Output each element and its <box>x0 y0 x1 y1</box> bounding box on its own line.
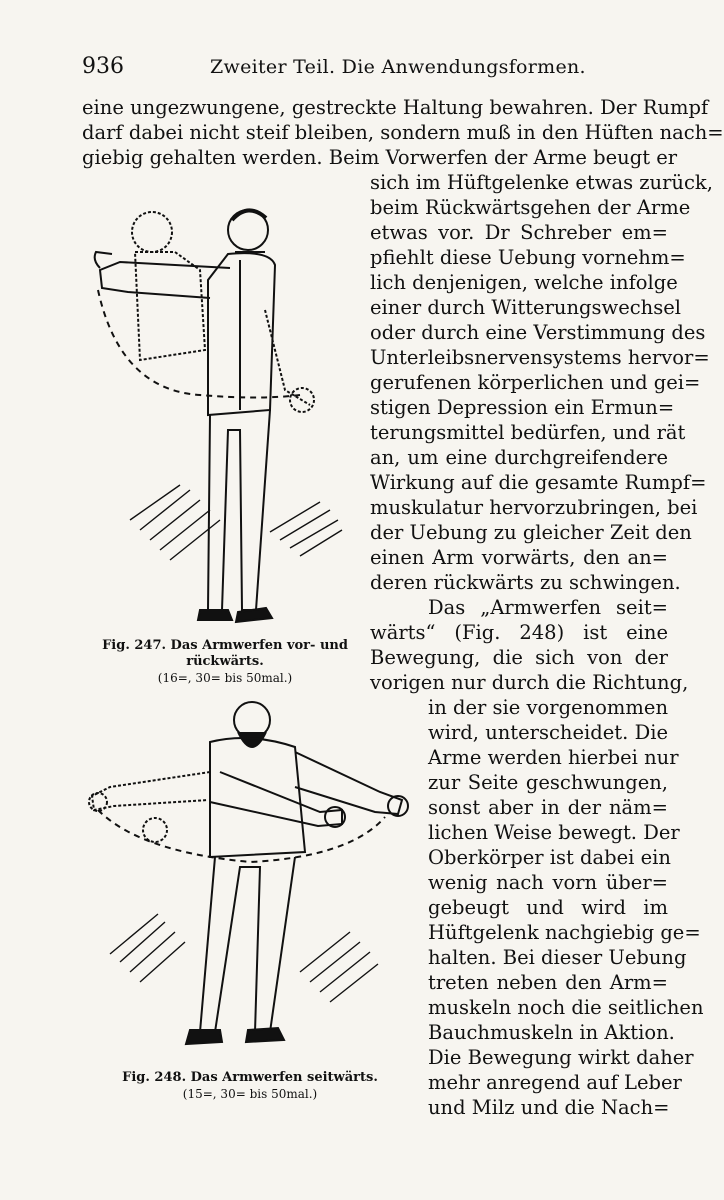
figure-247-illustration <box>80 190 370 630</box>
text-line: terungsmittel bedürfen, und rät <box>370 421 686 444</box>
figure-248-caption-reps: (15=, 30= bis 50mal.) <box>182 1087 318 1101</box>
text-line: zur Seite geschwungen, <box>428 771 668 794</box>
page-header <box>82 50 672 80</box>
figure-248-caption-title: Fig. 248. Das Armwerfen seitwärts. <box>122 1070 378 1085</box>
text-line: gebeugt und wird im <box>428 896 668 919</box>
text-line: Bewegung, die sich von der <box>370 646 668 669</box>
text-line: Oberkörper ist dabei ein <box>428 846 671 869</box>
figure-248-caption <box>80 1070 420 1102</box>
text-line: Wirkung auf die gesamte Rumpf= <box>370 471 707 494</box>
text-line: Die Bewegung wirkt daher <box>428 1046 694 1069</box>
text-line: einer durch Witterungswechsel <box>370 296 682 319</box>
text-line: Hüftgelenk nachgiebig ge= <box>428 921 701 944</box>
text-line: vorigen nur durch die Richtung, <box>370 671 689 694</box>
text-line: lich denjenigen, welche infolge <box>370 271 678 294</box>
text-line: sonst aber in der näm= <box>428 796 668 819</box>
figure-248-illustration <box>80 692 420 1062</box>
text-line: stigen Depression ein Ermun= <box>370 396 675 419</box>
text-line: sich im Hüftgelenke etwas zurück, <box>370 171 713 194</box>
text-line: Unterleibsnervensystems hervor= <box>370 346 710 369</box>
text-line: halten. Bei dieser Uebung <box>428 946 687 969</box>
text-line: einen Arm vorwärts, den an= <box>370 546 668 569</box>
text-line: lichen Weise bewegt. Der <box>428 821 680 844</box>
text-line: wärts“ (Fig. 248) ist eine <box>370 621 668 644</box>
text-line: oder durch eine Verstimmung des <box>370 321 706 344</box>
text-line: Das „Armwerfen seit= <box>428 596 668 619</box>
text-line: mehr anregend auf Leber <box>428 1071 682 1094</box>
figure-247-caption-reps: (16=, 30= bis 50mal.) <box>157 671 293 685</box>
text-line: darf dabei nicht steif bleiben, sondern muß in den Hüften nach= <box>82 121 724 144</box>
text-line: Bauchmuskeln in Aktion. <box>428 1021 675 1044</box>
text-line: pfiehlt diese Uebung vornehm= <box>370 246 686 269</box>
text-line: etwas vor. Dr Schreber em= <box>370 221 668 244</box>
page-number: 936 <box>82 54 124 79</box>
text-line: deren rückwärts zu schwingen. <box>370 571 681 594</box>
text-line: Arme werden hierbei nur <box>428 746 679 769</box>
text-line: wird, unterscheidet. Die <box>428 721 668 744</box>
figure-247-caption-title-cont: rückwärts. <box>186 654 264 669</box>
text-line: muskulatur hervorzubringen, bei <box>370 496 698 519</box>
text-line: giebig gehalten werden. Beim Vorwerfen der Arme beugt er <box>82 146 678 169</box>
text-line: gerufenen körperlichen und gei= <box>370 371 701 394</box>
text-line: und Milz und die Nach= <box>428 1096 670 1119</box>
text-line: treten neben den Arm= <box>428 971 668 994</box>
text-line: wenig nach vorn über= <box>428 871 668 894</box>
text-line: beim Rückwärtsgehen der Arme <box>370 196 691 219</box>
figure-247-caption-title: Fig. 247. Das Armwerfen vor- und <box>102 638 348 653</box>
text-line: muskeln noch die seitlichen <box>428 996 704 1019</box>
text-line: in der sie vorgenommen <box>428 696 668 719</box>
text-line: an, um eine durchgreifendere <box>370 446 668 469</box>
running-title: Zweiter Teil. Die Anwendungsformen. <box>210 56 586 78</box>
figure-247-caption <box>80 638 370 686</box>
text-line: der Uebung zu gleicher Zeit den <box>370 521 692 544</box>
text-line: eine ungezwungene, gestreckte Haltung bewahren. Der Rumpf <box>82 96 709 119</box>
